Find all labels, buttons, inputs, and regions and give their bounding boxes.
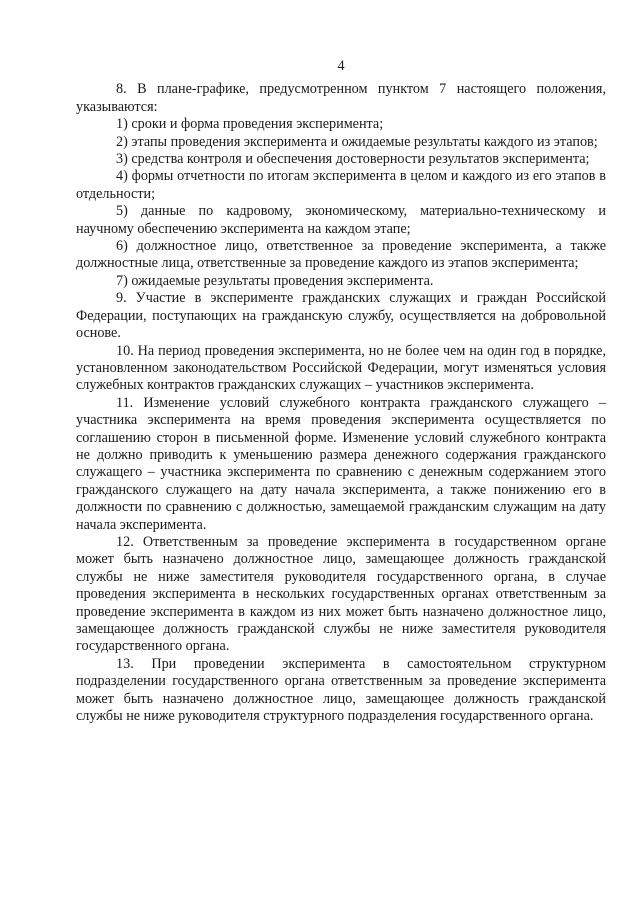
paragraph-13: 13. При проведении эксперимента в самостоятельном структурном подразделении государственного органа ответственным за проведение эксперимента может быть назначено должностное лицо, замещающее должность гражданской службы не ниже руководителя структурного подразделения государственного органа. xyxy=(76,655,606,725)
list-item-6: 6) должностное лицо, ответственное за проведение эксперимента, а также должностные лица, ответственные за проведение каждого из этапов эксперимента; xyxy=(76,238,606,272)
list-item-1: 1) сроки и форма проведения эксперимента; xyxy=(116,116,384,133)
list-item-5: 5) данные по кадровому, экономическому, материально-техническому и научному обеспечению эксперимента на каждом этапе; xyxy=(76,203,606,237)
list-item-2: 2) этапы проведения эксперимента и ожидаемые результаты каждого из этапов; xyxy=(116,133,598,150)
paragraph-10: 10. На период проведения эксперимента, но не более чем на один год в порядке, установленном законодательством Российской Федерации, могут изменяться условия служебных контрактов гражданских служащих – участников эксперимента. xyxy=(76,342,606,394)
paragraph-9: 9. Участие в эксперименте гражданских служащих и граждан Российской Федерации, поступающих на гражданскую службу, осуществляется на добровольной основе. xyxy=(76,290,606,342)
paragraph-11: 11. Изменение условий служебного контракта гражданского служащего – участника эксперимента на время проведения эксперимента осуществляется по соглашению сторон в письменной форме. Изменение условий служебного контракта не должно приводить к уменьшению размера денежного содержания гражданского служащего – участника эксперимента по сравнению с денежным содержанием этого гражданского служащего на дату начала эксперимента, а также понижению его в должности по сравнению с должностью, замещаемой гражданским служащим на дату начала эксперимента. xyxy=(76,394,606,533)
page-number: 4 xyxy=(337,58,345,74)
list-item-3: 3) средства контроля и обеспечения достоверности результатов эксперимента; xyxy=(116,151,590,168)
paragraph-8: 8. В плане-графике, предусмотренном пунктом 7 настоящего положения, указываются: xyxy=(76,81,606,115)
paragraph-12: 12. Ответственным за проведение эксперимента в государственном органе может быть назначено должностное лицо, замещающее должность гражданской службы не ниже заместителя руководителя государственного органа, в случае проведения эксперимента в нескольких государственных органах ответственным за проведение эксперимента в каждом из них может быть назначено должностное лицо, замещающее должность гражданской службы не ниже заместителя руководителя государственного органа. xyxy=(76,533,606,655)
list-item-7: 7) ожидаемые результаты проведения эксперимента. xyxy=(116,272,434,289)
document-page xyxy=(76,58,606,725)
list-item-4: 4) формы отчетности по итогам эксперимента в целом и каждого из его этапов в отдельности; xyxy=(76,168,606,202)
